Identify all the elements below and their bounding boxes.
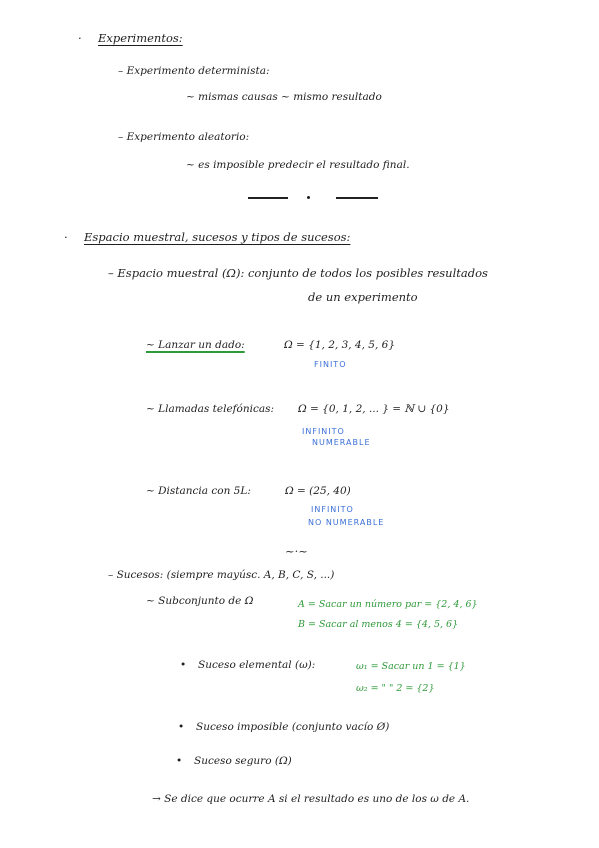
example-dado-label: ~ Lanzar un dado: — [146, 339, 245, 351]
suceso-elemental-label: Suceso elemental (ω): — [198, 659, 316, 671]
ocurre-note: → Se dice que ocurre A si el resultado es uno de los ω de A. — [152, 793, 470, 805]
suceso-imposible: Suceso imposible (conjunto vacío Ø) — [196, 721, 390, 733]
bullet: • — [180, 659, 187, 671]
omega-2-example: ω₂ = " " 2 = {2} — [356, 683, 435, 694]
example-distancia-label: ~ Distancia con 5L: — [146, 485, 251, 497]
no-numerable-note: NO NUMERABLE — [308, 518, 385, 527]
finito-note: FINITO — [314, 360, 347, 369]
experimento-determinista-label: – Experimento determinista: — [118, 65, 270, 77]
experimento-aleatorio-label: – Experimento aleatorio: — [118, 131, 250, 143]
heading-experimentos: Experimentos: — [98, 31, 183, 45]
numerable-note: NUMERABLE — [312, 438, 371, 447]
infinito-note: INFINITO — [311, 505, 354, 514]
example-llamadas-set: Ω = {0, 1, 2, ... } = ℕ ∪ {0} — [298, 403, 450, 415]
experimento-aleatorio-detail: ~ es imposible predecir el resultado final. — [186, 159, 410, 171]
experimento-determinista-detail: ~ mismas causas ~ mismo resultado — [186, 91, 382, 103]
bullet: · — [64, 230, 68, 244]
example-dado-set: Ω = {1, 2, 3, 4, 5, 6} — [284, 339, 395, 351]
espacio-muestral-definition-cont: de un experimento — [308, 290, 418, 304]
divider-squiggle: ~·~ — [285, 544, 308, 558]
omega-1-example: ω₁ = Sacar un 1 = {1} — [356, 661, 466, 672]
example-llamadas-label: ~ Llamadas telefónicas: — [146, 403, 275, 415]
subconjunto-label: ~ Subconjunto de Ω — [146, 595, 254, 607]
example-distancia-set: Ω = (25, 40) — [285, 485, 351, 497]
section-divider-left — [248, 197, 288, 199]
bullet: • — [178, 721, 185, 733]
section-divider-dot — [307, 196, 310, 199]
espacio-muestral-definition: – Espacio muestral (Ω): conjunto de todos los posibles resultados — [108, 266, 488, 280]
bullet: · — [78, 31, 82, 45]
sucesos-heading: – Sucesos: (siempre mayúsc. A, B, C, S, ...) — [108, 569, 335, 581]
example-suceso-b: B = Sacar al menos 4 = {4, 5, 6} — [298, 619, 459, 630]
heading-espacio-muestral: Espacio muestral, sucesos y tipos de sucesos: — [84, 230, 351, 244]
suceso-seguro: Suceso seguro (Ω) — [194, 755, 292, 767]
section-divider-right — [336, 197, 378, 199]
example-suceso-a: A = Sacar un número par = {2, 4, 6} — [298, 599, 478, 610]
infinito-note: INFINITO — [302, 427, 345, 436]
bullet: • — [176, 755, 183, 767]
